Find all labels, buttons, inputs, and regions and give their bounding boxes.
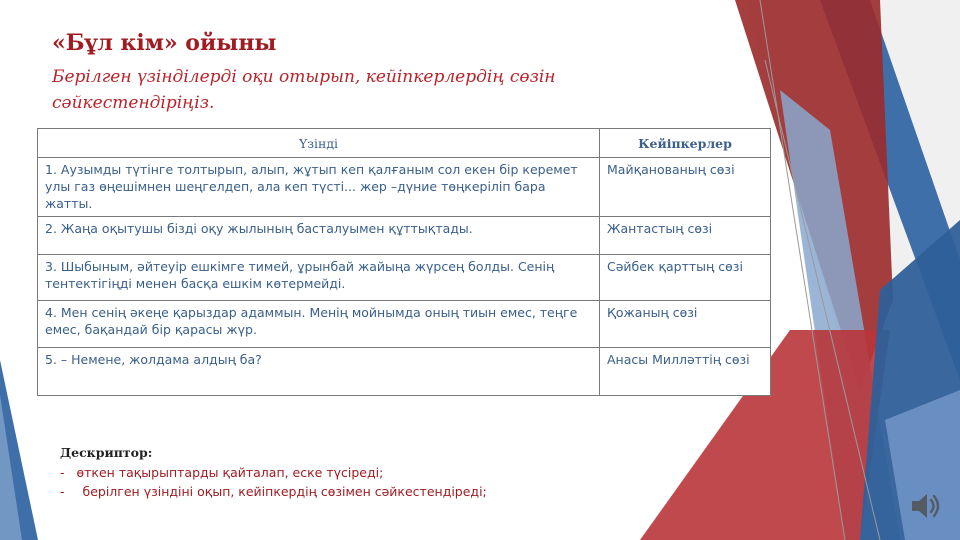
character-cell: Жантастың сөзі — [600, 217, 771, 255]
descriptor-item — [60, 482, 487, 501]
table-header-row — [38, 129, 771, 158]
page-subtitle: Берілген үзінділерді оқи отырып, кейіпкерлердің сөзін сәйкестендіріңіз. — [52, 67, 556, 113]
table-row — [38, 217, 771, 255]
excerpt-cell: 4. Мен сенің әкеңе қарыздар адаммын. Менің мойнымда оның тиын емес, теңге емес, бақандай бір қарасы жүр. — [38, 301, 600, 348]
table-row — [38, 301, 771, 348]
table-row — [38, 158, 771, 217]
header-excerpt: Үзінді — [38, 129, 600, 158]
character-cell: Сәйбек қарттың сөзі — [600, 255, 771, 301]
speaker-icon[interactable] — [908, 488, 944, 524]
header-characters: Кейіпкерлер — [600, 129, 771, 158]
descriptor-bullet: - — [60, 484, 65, 499]
descriptor-block — [60, 445, 487, 501]
table-row — [38, 255, 771, 301]
descriptor-bullet: - — [60, 465, 65, 480]
page-title: «Бұл кім» ойыны — [52, 30, 277, 56]
excerpt-cell: 3. Шыбыным, әйтеуір ешкімге тимей, ұрынбай жайыңа жүрсең болды. Сенің тентектігіңді менен басқа ешкім көтермейді. — [38, 255, 600, 301]
excerpt-cell: 5. – Немене, жолдама алдың ба? — [38, 348, 600, 396]
excerpt-cell: 1. Аузымды түтінге толтырып, алып, жұтып кеп қалғаным сол екен бір керемет улы газ өңешімнен шеңгелдеп, ала кеп түсті... жер –дүние төңкеріліп бара жатты. — [38, 158, 600, 217]
table-row — [38, 348, 771, 396]
descriptor-text: өткен тақырыптарды қайталап, еске түсіреді; — [76, 465, 384, 480]
character-cell: Майқанованың сөзі — [600, 158, 771, 217]
descriptor-text: берілген үзіндіні оқып, кейіпкердің сөзімен сәйкестендіреді; — [82, 484, 487, 499]
descriptor-title: Дескриптор: — [60, 445, 153, 460]
descriptor-item — [60, 463, 487, 482]
character-cell: Анасы Милләттің сөзі — [600, 348, 771, 396]
matching-table — [37, 128, 771, 396]
character-cell: Қожаның сөзі — [600, 301, 771, 348]
excerpt-cell: 2. Жаңа оқытушы бізді оқу жылының басталуымен құттықтады. — [38, 217, 600, 255]
